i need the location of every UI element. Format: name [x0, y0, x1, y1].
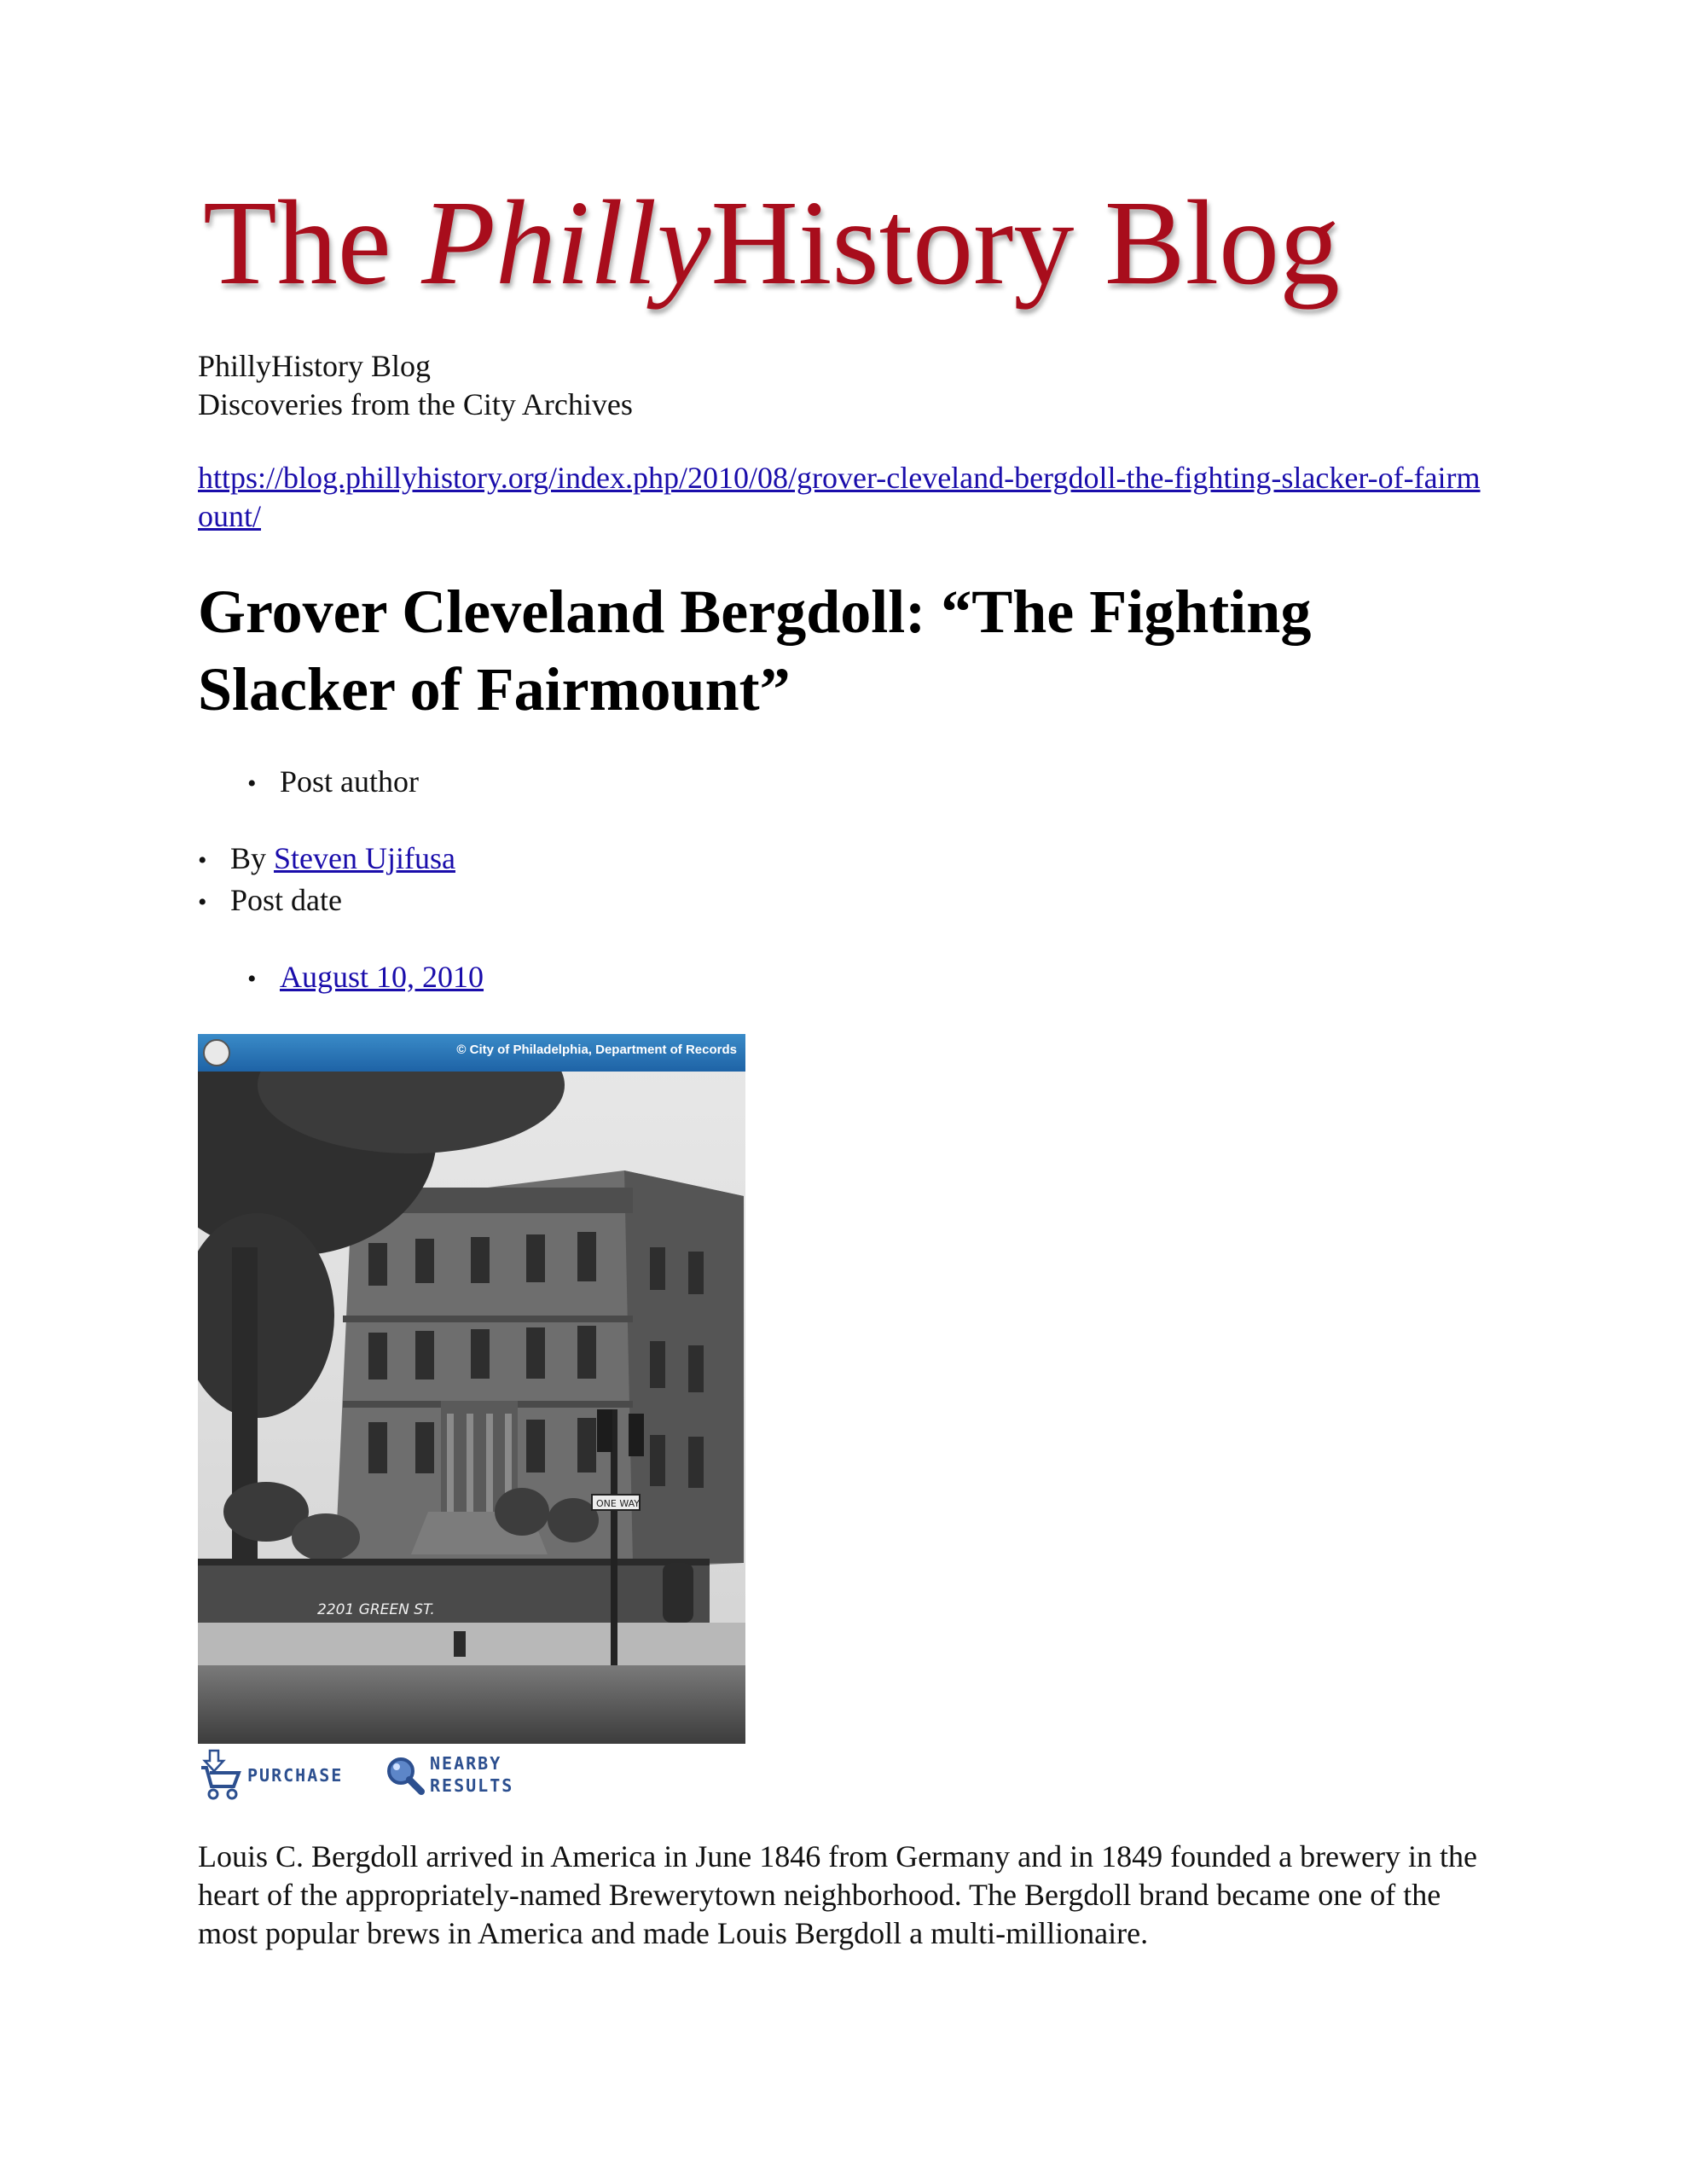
nearby-label-line2: RESULTS: [430, 1775, 514, 1796]
post-date-label: Post date: [230, 883, 342, 917]
post-date-label-item: [198, 880, 455, 922]
post-title: [198, 573, 1494, 729]
nearby-results-button[interactable]: [384, 1749, 563, 1800]
bullet-icon: •: [198, 888, 207, 916]
blog-tagline: Discoveries from the City Archives: [198, 387, 633, 421]
blog-masthead-logo: [201, 179, 1498, 341]
city-seal-icon: [203, 1039, 230, 1066]
bullet-icon: •: [247, 965, 257, 993]
one-way-sign-text: ONE WAY: [596, 1498, 640, 1509]
bullet-icon: •: [247, 770, 257, 798]
photo-tools: [198, 1749, 556, 1800]
blog-name: PhillyHistory Blog: [198, 349, 432, 383]
post-title-line1: Grover Cleveland Bergdoll: “The Fighting: [198, 578, 1312, 646]
post-url-link[interactable]: https://blog.phillyhistory.org/index.php/2010/08/grover-cleveland-bergdoll-the-fighting-slacker-of-fairmount/: [198, 461, 1481, 533]
author-link[interactable]: Steven Ujifusa: [274, 841, 455, 875]
nearby-label-line1: NEARBY: [430, 1753, 502, 1774]
magnifier-icon: [384, 1754, 426, 1797]
post-author-item: [247, 762, 419, 804]
post-title-line2: Slacker of Fairmount”: [198, 655, 791, 723]
blog-header-text: [198, 347, 633, 424]
archive-photo[interactable]: [198, 1034, 745, 1744]
purchase-button[interactable]: [198, 1749, 368, 1800]
mansion-photo-drawing: [198, 1034, 745, 1744]
post-byline-item: [198, 839, 455, 880]
svg-text:The PhillyHistory Blog: [203, 179, 1340, 310]
photo-copyright: © City of Philadelphia, Department of Records: [456, 1043, 737, 1057]
purchase-label: PURCHASE: [247, 1765, 344, 1786]
photo-banner: [198, 1034, 745, 1072]
masthead-word-history: History Blog: [710, 179, 1341, 310]
post-date-list: [247, 957, 484, 999]
shopping-cart-icon: [198, 1749, 246, 1800]
post-date-item: [247, 957, 484, 999]
byline-prefix: By: [230, 841, 275, 875]
bullet-icon: •: [198, 846, 207, 874]
post-author-label: Post author: [280, 764, 420, 799]
post-body-paragraph: Louis C. Bergdoll arrived in America in June 1846 from Germany and in 1849 founded a brewery in the heart of the appropriately-named Brewerytown neighborhood. The Bergdoll brand became one of the most popular brews in America and made Louis Bergdoll a multi-millionaire.: [198, 1839, 1477, 1950]
street-address-label: 2201 GREEN ST.: [317, 1601, 435, 1618]
masthead-word-philly: Philly: [421, 179, 711, 310]
post-date-link[interactable]: August 10, 2010: [280, 960, 484, 994]
post-meta-list: [198, 839, 455, 922]
masthead-word-the: The: [203, 179, 422, 310]
post-author-list: [247, 762, 419, 804]
